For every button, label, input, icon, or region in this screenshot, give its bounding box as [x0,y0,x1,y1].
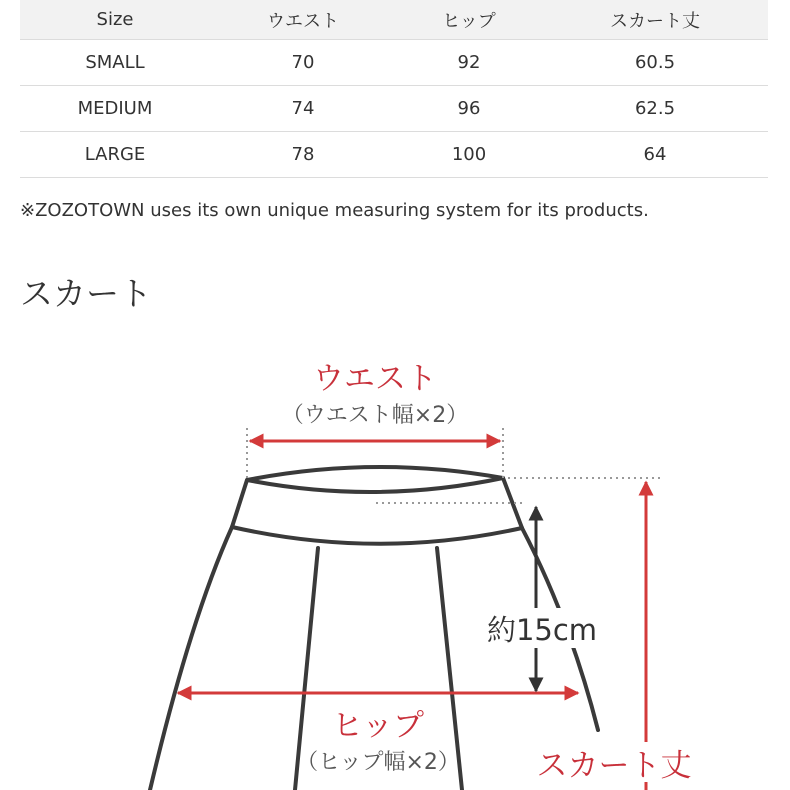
cell-length: 62.5 [542,86,768,132]
waistband-left-side [232,480,247,527]
section-title: スカート [20,274,152,313]
header-hip: ヒップ [396,0,542,40]
cell-length: 60.5 [542,40,768,86]
cell-hip: 100 [396,132,542,178]
waistband-top [247,467,503,492]
waistband-bottom [232,527,522,544]
cell-waist: 70 [210,40,396,86]
skirt-length-label: スカート丈 [536,748,692,784]
waist-sub-label: （ウエスト幅×2） [281,403,469,428]
hip-sub-label: （ヒップ幅×2） [296,750,460,775]
skirt-left-side [150,527,232,790]
cell-size: MEDIUM [20,86,210,132]
cell-waist: 78 [210,132,396,178]
cell-length: 64 [542,132,768,178]
hip-label: ヒップ [331,708,425,744]
cell-size: SMALL [20,40,210,86]
header-waist: ウエスト [210,0,396,40]
cell-size: LARGE [20,132,210,178]
measuring-note: ※ZOZOTOWN uses its own unique measuring system for its products. [20,200,649,221]
cell-hip: 96 [396,86,542,132]
cell-hip: 92 [396,40,542,86]
header-skirt-length: スカート丈 [542,0,768,40]
cell-waist: 74 [210,86,396,132]
approx-15cm-label: 約15cm [486,613,598,647]
guide-lines [247,428,662,503]
waist-label: ウエスト [313,361,437,397]
header-size: Size [20,0,210,40]
waistband-right-side [503,478,522,528]
